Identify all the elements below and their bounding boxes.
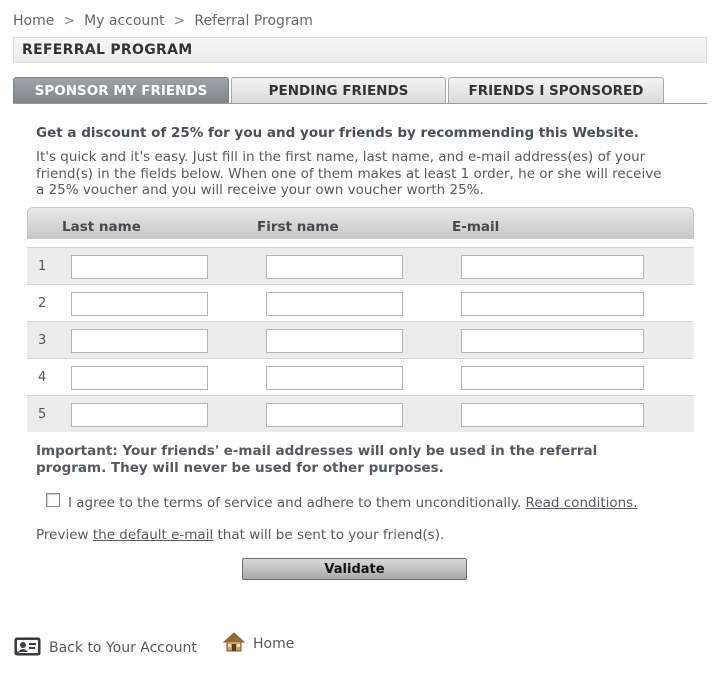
table-row bbox=[27, 247, 694, 284]
last-name-input[interactable] bbox=[71, 292, 208, 316]
row-number: 2 bbox=[38, 296, 47, 311]
intro-headline: Get a discount of 25% for you and your friends by recommending this Website. bbox=[36, 125, 639, 141]
email-input[interactable] bbox=[461, 403, 644, 427]
row-number: 4 bbox=[38, 370, 47, 385]
last-name-input[interactable] bbox=[71, 403, 208, 427]
read-conditions-link[interactable]: Read conditions. bbox=[525, 495, 638, 511]
table-row bbox=[27, 358, 694, 395]
intro-text bbox=[36, 149, 696, 199]
column-header-last-name: Last name bbox=[62, 219, 141, 235]
intro-line: friend(s) in the fields below. When one of them makes at least 1 order, he or she will receive bbox=[36, 165, 662, 182]
email-input[interactable] bbox=[461, 255, 644, 279]
preview-prefix: Preview bbox=[36, 527, 89, 543]
terms-label bbox=[68, 495, 638, 511]
back-to-account-label: Back to Your Account bbox=[49, 640, 197, 656]
row-number: 3 bbox=[38, 333, 47, 348]
tab-friends-i-sponsored[interactable]: FRIENDS I SPONSORED bbox=[448, 77, 664, 104]
email-input[interactable] bbox=[461, 292, 644, 316]
preview-suffix: that will be sent to your friend(s). bbox=[217, 527, 445, 543]
preview-line bbox=[36, 527, 444, 543]
first-name-input[interactable] bbox=[266, 255, 403, 279]
page-title-bar bbox=[13, 37, 707, 63]
page-title: REFERRAL PROGRAM bbox=[22, 42, 193, 58]
tab-sponsor-my-friends[interactable]: SPONSOR MY FRIENDS bbox=[13, 77, 229, 104]
breadcrumb-separator: > bbox=[63, 13, 76, 29]
first-name-input[interactable] bbox=[266, 329, 403, 353]
column-header-first-name: First name bbox=[257, 219, 339, 235]
table-header bbox=[27, 207, 694, 239]
account-card-icon bbox=[14, 635, 41, 661]
important-line: Important: Your friends' e-mail addresses will only be used in the referral bbox=[36, 443, 598, 459]
column-header-email: E-mail bbox=[452, 219, 500, 235]
last-name-input[interactable] bbox=[71, 366, 208, 390]
last-name-input[interactable] bbox=[71, 329, 208, 353]
important-notice bbox=[36, 443, 676, 477]
terms-checkbox[interactable] bbox=[46, 493, 60, 507]
table-row bbox=[27, 284, 694, 321]
important-line: program. They will never be used for other purposes. bbox=[36, 460, 444, 476]
breadcrumb-my-account[interactable]: My account bbox=[84, 13, 165, 29]
back-to-account-link[interactable] bbox=[14, 635, 197, 661]
tabs-divider bbox=[13, 103, 707, 104]
breadcrumb-home[interactable]: Home bbox=[13, 13, 55, 29]
last-name-input[interactable] bbox=[71, 255, 208, 279]
first-name-input[interactable] bbox=[266, 403, 403, 427]
first-name-input[interactable] bbox=[266, 292, 403, 316]
tab-pending-friends[interactable]: PENDING FRIENDS bbox=[231, 77, 446, 104]
validate-button[interactable]: Validate bbox=[242, 558, 467, 580]
home-icon bbox=[223, 632, 245, 656]
intro-line: It's quick and it's easy. Just fill in the first name, last name, and e-mail address(es) of your bbox=[36, 149, 646, 165]
breadcrumb-current: Referral Program bbox=[194, 13, 313, 29]
default-email-link[interactable]: the default e-mail bbox=[92, 527, 214, 543]
intro-line: a 25% voucher and you will receive your own voucher worth 25%. bbox=[36, 182, 484, 198]
table-row bbox=[27, 395, 694, 432]
terms-text: I agree to the terms of service and adhere to them unconditionally. bbox=[68, 495, 522, 511]
home-link[interactable] bbox=[223, 632, 294, 656]
table-row bbox=[27, 321, 694, 358]
first-name-input[interactable] bbox=[266, 366, 403, 390]
row-number: 5 bbox=[38, 407, 47, 422]
breadcrumb-separator: > bbox=[173, 13, 186, 29]
home-label: Home bbox=[253, 636, 295, 652]
row-number: 1 bbox=[38, 259, 47, 274]
email-input[interactable] bbox=[461, 329, 644, 353]
email-input[interactable] bbox=[461, 366, 644, 390]
breadcrumb bbox=[13, 13, 313, 29]
